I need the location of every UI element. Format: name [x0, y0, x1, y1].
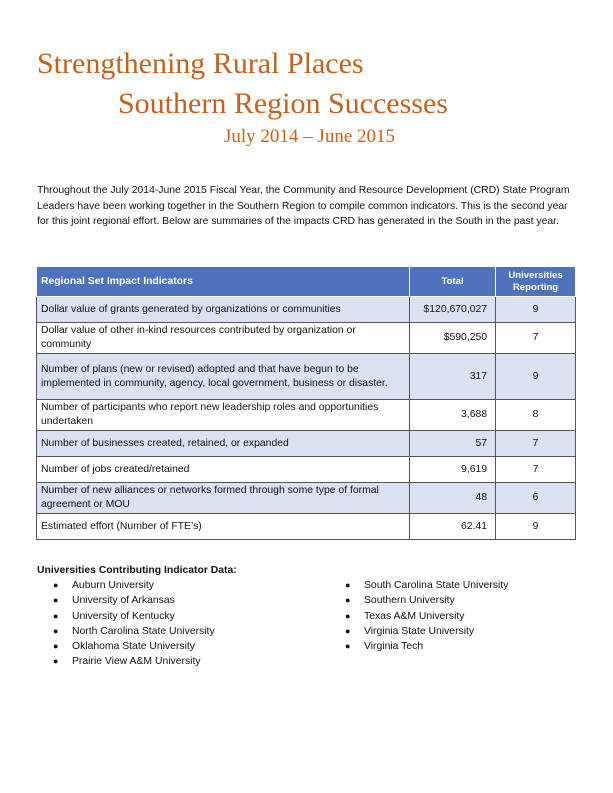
- table-row: [37, 483, 576, 514]
- bullet-icon: ●: [53, 641, 59, 652]
- list-item-label: North Carolina State University: [72, 625, 215, 637]
- bullet-icon: ●: [53, 656, 59, 667]
- list-item-label: Southern University: [364, 595, 455, 607]
- bullet-icon: ●: [345, 595, 351, 606]
- list-item-label: University of Arkansas: [72, 595, 175, 607]
- table-row: [37, 514, 576, 540]
- list-item: [37, 639, 215, 654]
- total-cell: 9,619: [410, 457, 496, 483]
- total-cell: 317: [410, 354, 496, 400]
- impact-indicators-table: [36, 266, 576, 540]
- table-row: [37, 431, 576, 457]
- indicator-cell: Number of new alliances or networks formed through some type of formal agreement or MOU: [37, 483, 410, 514]
- list-item-label: Virginia Tech: [364, 641, 424, 653]
- reporting-cell: 8: [496, 400, 576, 431]
- table-row: [37, 457, 576, 483]
- list-item-label: Texas A&M University: [364, 610, 465, 622]
- table-row: [37, 297, 576, 323]
- list-item: [329, 578, 508, 593]
- bullet-icon: ●: [345, 641, 351, 652]
- reporting-cell: 9: [496, 514, 576, 540]
- indicator-cell: Number of jobs created/retained: [37, 457, 410, 483]
- universities-list-left: [37, 578, 215, 670]
- bullet-icon: ●: [53, 625, 59, 636]
- intro-paragraph: Throughout the July 2014-June 2015 Fiscal Year, the Community and Resource Development (CRD) State Program Leaders have been working together in the Southern Region to compile common indicators. This is the second year for this joint regional effort. Below are summaries of the impacts CRD has generated in the South in the past year.: [37, 185, 570, 227]
- list-item-label: Prairie View A&M University: [72, 656, 201, 668]
- total-cell: 57: [410, 431, 496, 457]
- list-item: [329, 639, 508, 654]
- universities-list-right: [329, 578, 508, 654]
- list-item-label: University of Kentucky: [72, 610, 175, 622]
- bullet-icon: ●: [345, 625, 351, 636]
- bullet-icon: ●: [53, 595, 59, 606]
- list-item: [329, 609, 508, 624]
- total-cell: 62.41: [410, 514, 496, 540]
- header-reporting: Universities Reporting: [496, 267, 576, 297]
- indicator-cell: Number of plans (new or revised) adopted and that have begun to be implemented in community, agency, local government, business or disaster.: [37, 354, 410, 400]
- list-item: [329, 624, 508, 639]
- bullet-icon: ●: [345, 610, 351, 621]
- indicator-cell: Estimated effort (Number of FTE’s): [37, 514, 410, 540]
- table-row: [37, 323, 576, 354]
- indicator-cell: Dollar value of grants generated by organizations or communities: [37, 297, 410, 323]
- total-cell: $120,670,027: [410, 297, 496, 323]
- total-cell: 48: [410, 483, 496, 514]
- reporting-cell: 6: [496, 483, 576, 514]
- bullet-icon: ●: [345, 580, 351, 590]
- reporting-cell: 9: [496, 297, 576, 323]
- page-subtitle: Southern Region Successes: [118, 87, 448, 120]
- indicator-cell: Number of participants who report new leadership roles and opportunities undertaken: [37, 400, 410, 431]
- page-title: Strengthening Rural Places: [37, 47, 364, 80]
- bullet-icon: ●: [53, 610, 59, 621]
- list-item-label: Virginia State University: [364, 625, 475, 637]
- table-row: [37, 400, 576, 431]
- list-item: [37, 593, 215, 608]
- reporting-cell: 9: [496, 354, 576, 400]
- header-total: Total: [410, 267, 496, 297]
- list-item: [37, 624, 215, 639]
- list-item-label: Oklahoma State University: [72, 641, 196, 653]
- reporting-cell: 7: [496, 323, 576, 354]
- universities-title: Universities Contributing Indicator Data:: [37, 565, 237, 576]
- reporting-cell: 7: [496, 431, 576, 457]
- total-cell: 3,688: [410, 400, 496, 431]
- list-item: [329, 593, 508, 608]
- list-item: [37, 578, 215, 593]
- reporting-cell: 7: [496, 457, 576, 483]
- table-row: [37, 354, 576, 400]
- bullet-icon: ●: [53, 580, 59, 590]
- list-item-label: Auburn University: [72, 580, 155, 591]
- list-item: [37, 654, 215, 669]
- indicator-cell: Number of businesses created, retained, or expanded: [37, 431, 410, 457]
- list-item: [37, 609, 215, 624]
- header-indicator: Regional Set Impact Indicators: [37, 267, 410, 297]
- date-range: July 2014 – June 2015: [224, 126, 395, 147]
- indicator-cell: Dollar value of other in-kind resources contributed by organization or community: [37, 323, 410, 354]
- list-item-label: South Carolina State University: [364, 580, 509, 591]
- total-cell: $590,250: [410, 323, 496, 354]
